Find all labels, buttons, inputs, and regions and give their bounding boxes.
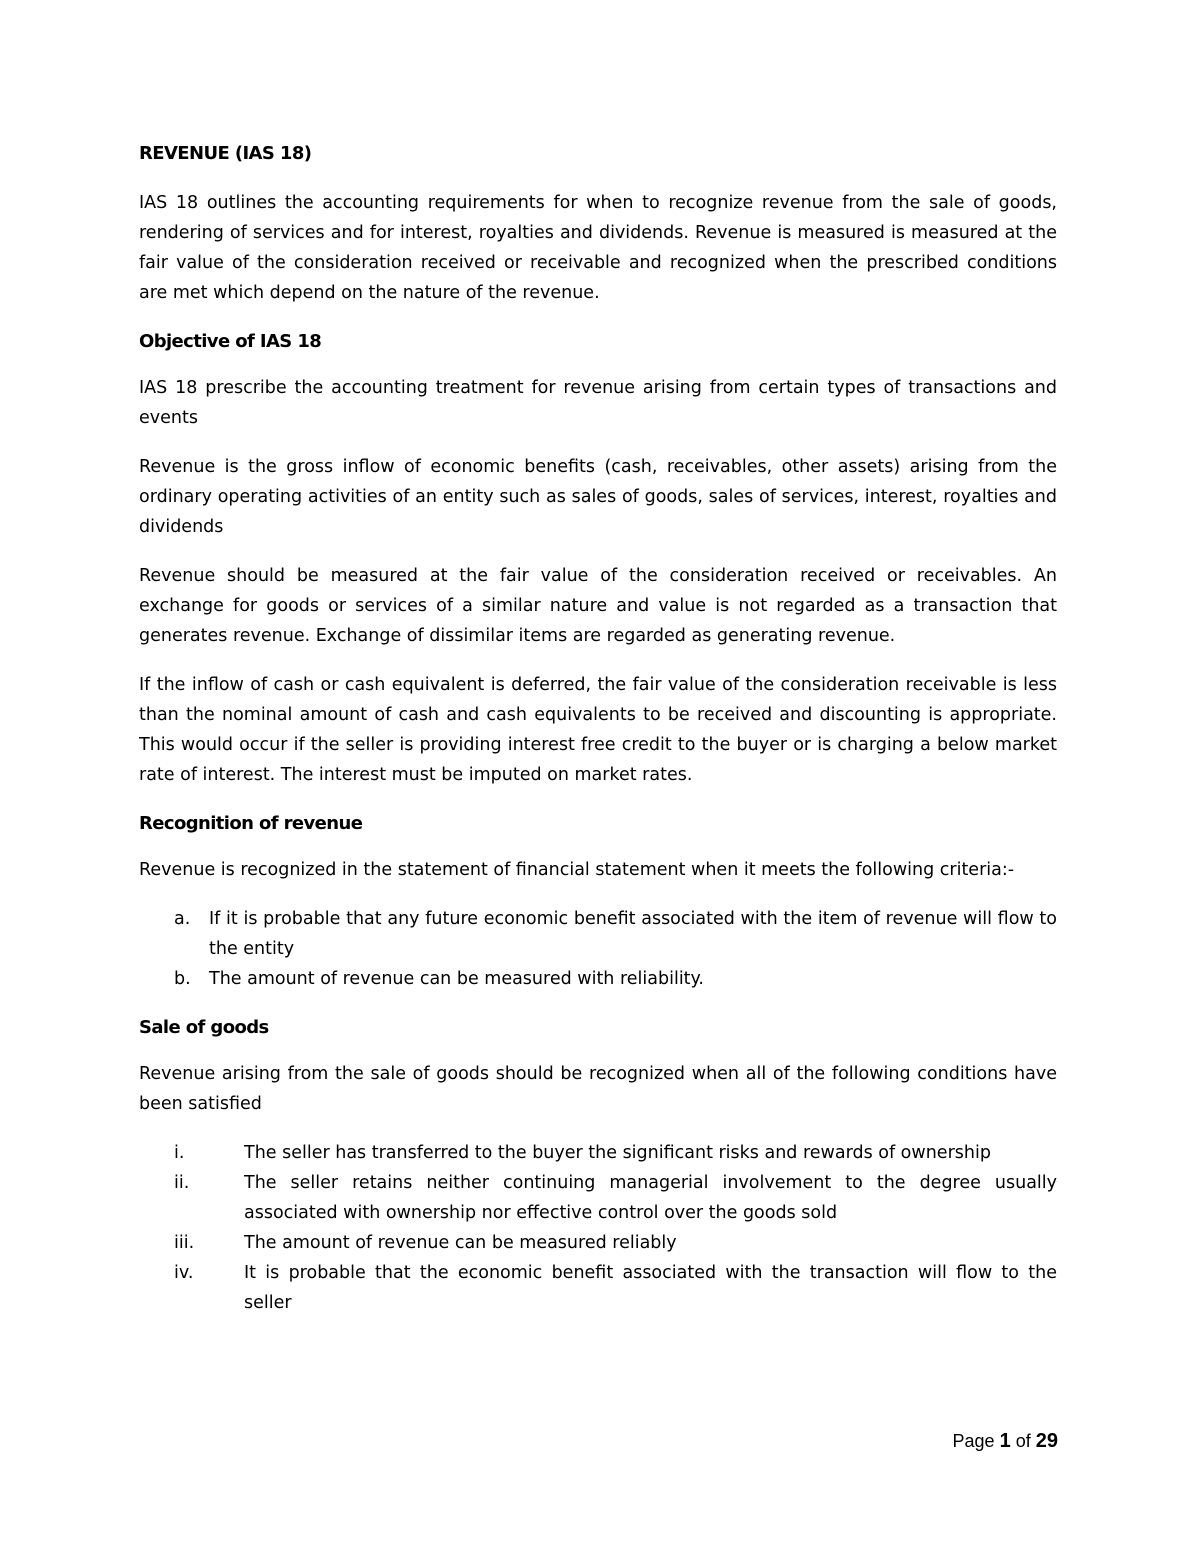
objective-paragraph-1: IAS 18 prescribe the accounting treatment for revenue arising from certain types of transactions and events [139,378,1057,428]
page-word: Page [952,1431,995,1451]
sale-of-goods-intro: Revenue arising from the sale of goods should be recognized when all of the following conditions have been satisfied [139,1064,1057,1114]
recognition-criteria-list [139,904,1057,994]
list-marker: iv. [174,1263,194,1283]
objective-paragraph-4: If the inflow of cash or cash equivalent is deferred, the fair value of the consideration receivable is less than the nominal amount of cash and cash equivalents to be received and discounting is appropriate. This would occur if the seller is providing interest free credit to the buyer or is charging a below market rate of interest. The interest must be imputed on market rates. [139,675,1057,785]
list-item-text: The seller has transferred to the buyer the significant risks and rewards of ownership [244,1143,991,1163]
intro-paragraph: IAS 18 outlines the accounting requirements for when to recognize revenue from the sale of goods, rendering of services and for interest, royalties and dividends. Revenue is measured is measured at the fair value of the consideration received or receivable and recognized when the prescribed conditions are met which depend on the nature of the revenue. [139,193,1057,303]
list-item-text: It is probable that the economic benefit associated with the transaction will flow to the seller [244,1263,1057,1313]
list-item-text: The amount of revenue can be measured reliably [244,1233,677,1253]
list-marker: b. [174,969,191,989]
sale-of-goods-heading: Sale of goods [139,1017,269,1038]
sale-of-goods-conditions-list [139,1138,1057,1318]
page-number: 1 [999,1430,1011,1452]
list-item-text: If it is probable that any future economic benefit associated with the item of revenue will flow to the entity [209,909,1057,959]
page-footer [953,1430,1058,1453]
list-item [139,1138,1057,1168]
of-word: of [1015,1431,1031,1451]
list-marker: i. [174,1143,185,1163]
page-content [139,139,1057,1337]
list-item-text: The seller retains neither continuing managerial involvement to the degree usually associated with ownership nor effective control over the goods sold [244,1173,1057,1223]
recognition-intro: Revenue is recognized in the statement of financial statement when it meets the following criteria:- [139,860,1015,880]
objective-heading: Objective of IAS 18 [139,331,322,352]
list-item [139,904,1057,964]
document-title: REVENUE (IAS 18) [139,143,312,164]
recognition-heading: Recognition of revenue [139,813,363,834]
list-item [139,964,1057,994]
list-item-text: The amount of revenue can be measured with reliability. [209,969,704,989]
list-marker: a. [174,909,191,929]
objective-paragraph-3: Revenue should be measured at the fair value of the consideration received or receivables. An exchange for goods or services of a similar nature and value is not regarded as a transaction that generates revenue. Exchange of dissimilar items are regarded as generating revenue. [139,566,1057,646]
total-pages: 29 [1035,1430,1058,1452]
list-item [139,1258,1057,1318]
list-item [139,1168,1057,1228]
list-marker: ii. [174,1173,190,1193]
list-item [139,1228,1057,1258]
objective-paragraph-2: Revenue is the gross inflow of economic benefits (cash, receivables, other assets) arising from the ordinary operating activities of an entity such as sales of goods, sales of services, interest, royalties and dividends [139,457,1057,537]
list-marker: iii. [174,1233,195,1253]
